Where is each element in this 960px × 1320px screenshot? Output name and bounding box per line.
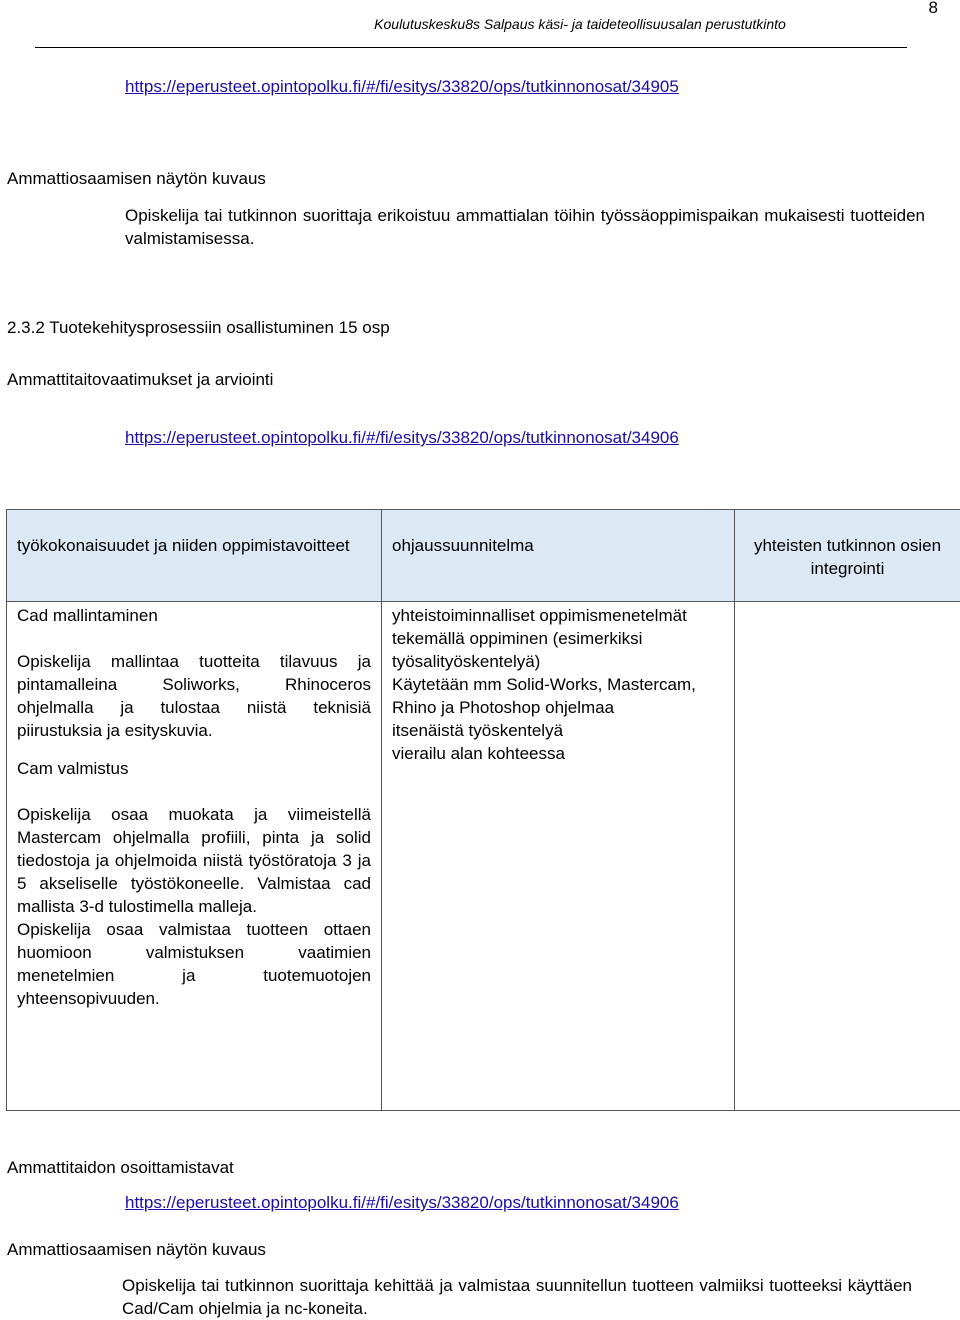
paragraph-nayton-kuvaus-1: Opiskelija tai tutkinnon suorittaja erikoistuu ammattialan töihin työssäoppimispaikan mukaisesti tuotteiden valmistamisessa.: [125, 206, 925, 248]
table-row: [7, 602, 960, 1111]
running-header-title: Koulutuskesku8s Salpaus käsi- ja taideteollisuusalan perustutkinto: [374, 16, 786, 32]
link-tutkinnonosat-34906[interactable]: https://eperusteet.opintopolku.fi/#/fi/esitys/33820/ops/tutkinnonosat/34906: [125, 428, 679, 447]
list-item: vierailu alan kohteessa: [392, 744, 565, 763]
header-integrointi: yhteisten tutkinnon osien integrointi: [753, 536, 942, 578]
paragraph-cad: Opiskelija mallintaa tuotteita tilavuus ja pintamalleina Soliworks, Rhinoceros ohjelmalla ja tulostaa niistä teknisiä piirustuksia ja esityskuvia.: [17, 652, 371, 740]
heading-nayton-kuvaus-2: Ammattiosaamisen näytön kuvaus: [7, 1240, 266, 1259]
list-item: tekemällä oppiminen (esimerkiksi työsalityöskentelyä): [392, 629, 643, 671]
table-header-cell: [382, 510, 735, 602]
table-header-cell: [735, 510, 960, 602]
paragraph-nayton-kuvaus-2: Opiskelija tai tutkinnon suorittaja kehittää ja valmistaa suunnitellun tuotteen valmiiksi tuotteeksi käyttäen Cad/Cam ohjelmia ja nc-koneita.: [122, 1276, 912, 1318]
page-number: 8: [928, 0, 938, 17]
heading-osoittamistavat: Ammattitaidon osoittamistavat: [7, 1158, 234, 1177]
header-ohjaussuunnitelma: ohjaussuunnitelma: [392, 536, 534, 555]
header-divider: [35, 47, 907, 48]
table-cell: [7, 602, 382, 1111]
link-osoittamistavat-34906[interactable]: https://eperusteet.opintopolku.fi/#/fi/esitys/33820/ops/tutkinnonosat/34906: [125, 1193, 679, 1212]
heading-nayton-kuvaus-1: Ammattiosaamisen näytön kuvaus: [7, 169, 266, 188]
heading-ammattitaitovaatimukset: Ammattitaitovaatimukset ja arviointi: [7, 370, 274, 389]
list-item: yhteistoiminnalliset oppimismenetelmät: [392, 606, 687, 625]
table-cell: [382, 602, 735, 1111]
list-item: Käytetään mm Solid-Works, Mastercam, Rhino ja Photoshop ohjelmaa: [392, 675, 696, 717]
requirements-table: [6, 509, 960, 1111]
table-header-row: [7, 510, 960, 602]
list-item: itsenäistä työskentelyä: [392, 721, 564, 740]
table-cell-empty: [735, 602, 960, 1111]
paragraph-valmistus: Opiskelija osaa valmistaa tuotteen ottaen huomioon valmistuksen vaatimien menetelmien ja tuotemuotojen yhteensopivuuden.: [17, 920, 371, 1008]
section-title: 2.3.2 Tuotekehitysprosessiin osallistuminen 15 osp: [7, 318, 390, 337]
subheading-cad: Cad mallintaminen: [17, 606, 158, 625]
table-header-cell: [7, 510, 382, 602]
link-tutkinnonosat-34905[interactable]: https://eperusteet.opintopolku.fi/#/fi/esitys/33820/ops/tutkinnonosat/34905: [125, 77, 679, 96]
paragraph-cam: Opiskelija osaa muokata ja viimeistellä Mastercam ohjelmalla profiili, pinta ja solid tiedostoja ja ohjelmoida niistä työstöratoja 3 ja 5 akseliselle työstökoneelle. Valmistaa cad mallista 3-d tulostimella malleja.: [17, 805, 371, 916]
header-tyokokonaisuudet: työkokonaisuudet ja niiden oppimistavoitteet: [17, 536, 350, 555]
subheading-cam: Cam valmistus: [17, 759, 129, 778]
